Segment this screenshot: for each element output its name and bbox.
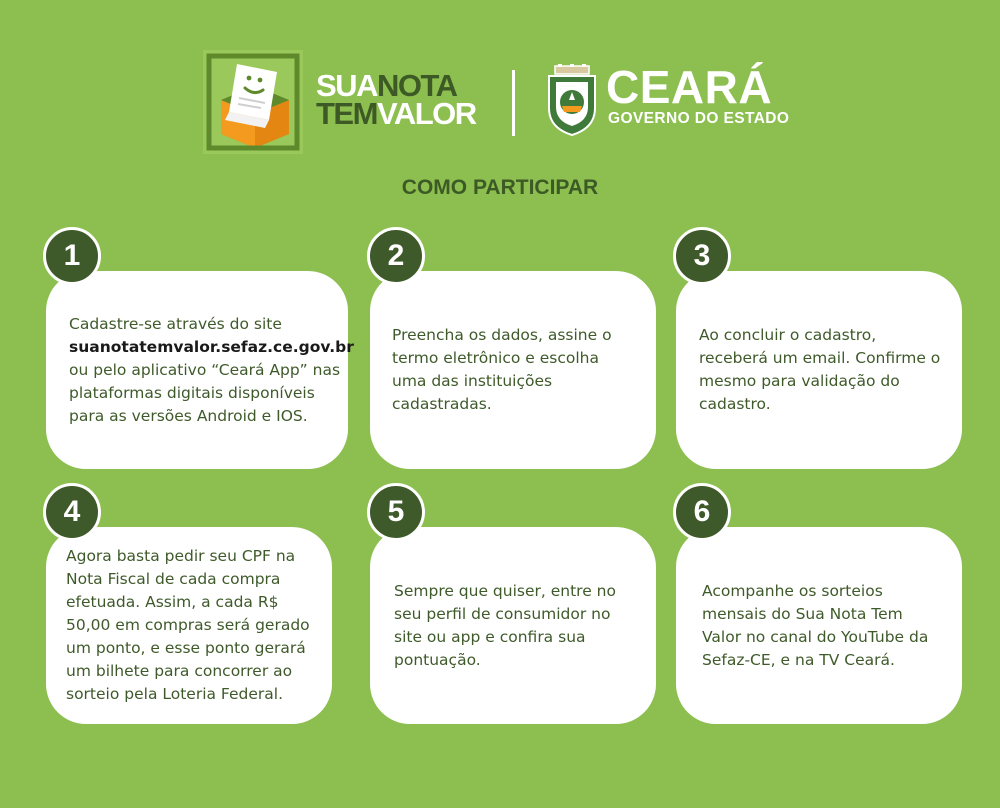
step-number-3: 3 bbox=[673, 227, 731, 285]
step-card-1 bbox=[46, 271, 354, 469]
brand-sua: SUA bbox=[316, 68, 377, 103]
step-text-4: Agora basta pedir seu CPF na Nota Fiscal de cada compra efetuada. Assim, a cada R$ 50,00 em compras será gerado um ponto, e esse ponto gerará um bilhete para concorrer ao sorteio pela Loteria Federal. bbox=[66, 547, 310, 703]
site-link: suanotatemvalor.sefaz.ce.gov.br bbox=[69, 337, 354, 356]
page-title: COMO PARTICIPAR bbox=[401, 176, 599, 199]
step-card-6 bbox=[676, 527, 962, 724]
step-number-5: 5 bbox=[367, 483, 425, 541]
brand-wordmark bbox=[316, 68, 484, 131]
sua-nota-tem-valor-logo-icon bbox=[203, 50, 303, 154]
ceara-coat-of-arms-icon bbox=[545, 64, 599, 136]
brand-tem: TEM bbox=[316, 96, 377, 131]
step-text-5: Sempre que quiser, entre no seu perfil de consumidor no site ou app e confira sua pontuação. bbox=[394, 581, 616, 669]
brand-valor: VALOR bbox=[376, 96, 476, 131]
step-text-1: Cadastre-se através do site suanotatemvalor.sefaz.ce.gov.br ou pelo aplicativo “Ceará App” nas plataformas digitais disponíveis para as versões Android e IOS. bbox=[69, 314, 354, 425]
government-title: CEARÁ bbox=[606, 61, 773, 113]
step-number-6: 6 bbox=[673, 483, 731, 541]
step-text-2: Preencha os dados, assine o termo eletrônico e escolha uma das instituições cadastradas. bbox=[392, 326, 612, 413]
government-subtitle: GOVERNO DO ESTADO bbox=[608, 110, 790, 127]
step-card-4 bbox=[46, 527, 332, 724]
brand-nota: NOTA bbox=[376, 68, 457, 103]
step-card-3 bbox=[676, 271, 962, 469]
step-number-2: 2 bbox=[367, 227, 425, 285]
step-number-4: 4 bbox=[43, 483, 101, 541]
step-text-3: Ao concluir o cadastro, receberá um email. Confirme o mesmo para validação do cadastro. bbox=[699, 326, 941, 413]
header-divider bbox=[512, 70, 515, 136]
step-number-1: 1 bbox=[43, 227, 101, 285]
step-card-5 bbox=[370, 527, 656, 724]
step-text-6: Acompanhe os sorteios mensais do Sua Nota Tem Valor no canal do YouTube da Sefaz-CE, e na TV Ceará. bbox=[702, 581, 929, 669]
step-card-2 bbox=[370, 271, 656, 469]
